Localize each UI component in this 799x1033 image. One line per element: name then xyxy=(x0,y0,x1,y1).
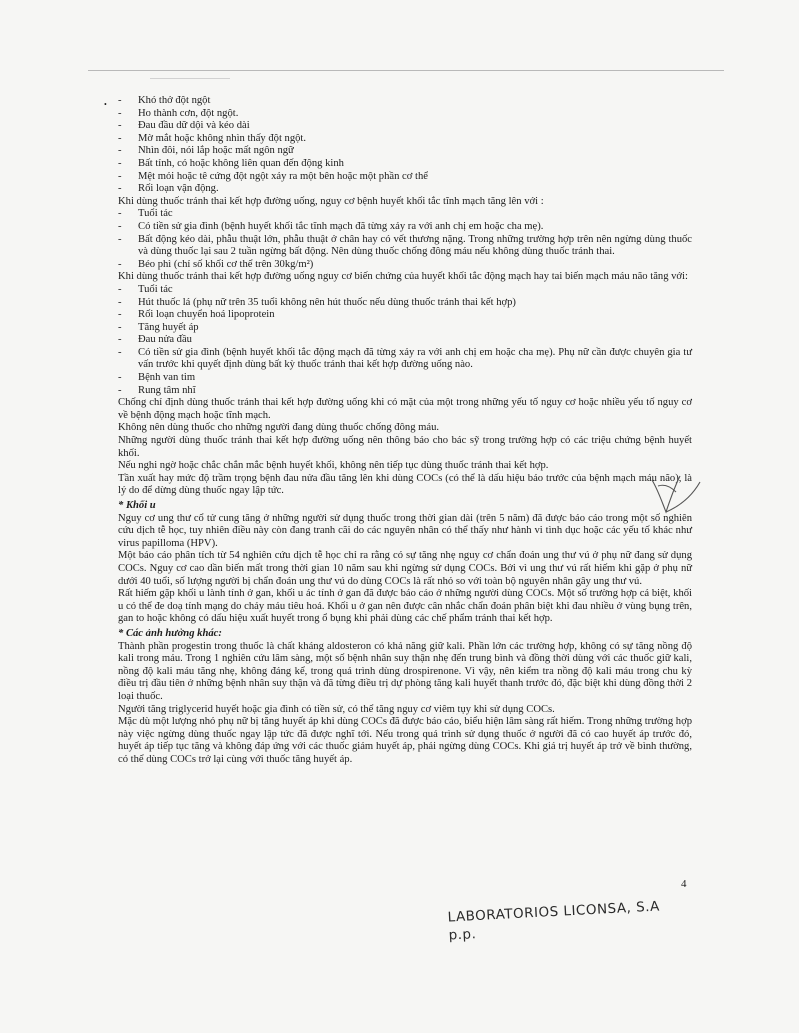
list-item: - Mệt mỏi hoặc tê cứng đột ngột xảy ra một bên hoặc một phần cơ thể xyxy=(118,171,692,184)
list-item: - Tuổi tác xyxy=(118,284,692,297)
list-item: - Có tiền sử gia đình (bệnh huyết khối tắc tĩnh mạch đã từng xảy ra với anh chị em hoặc cha mẹ). xyxy=(118,221,692,234)
list-item: - Bất động kéo dài, phẫu thuật lớn, phẫu thuật ở chân hay có vết thương nặng. Trong những trường hợp trên nên ngừng dùng thuốc và dùng thuốc lại sau 2 tuần ngừng bất động. Nên dùng thuốc chống đông máu nếu không dùng thuốc tránh thai. xyxy=(118,234,692,259)
other-effects-paragraphs xyxy=(118,641,692,767)
list-item: - Khó thở đột ngột xyxy=(118,95,692,108)
symptom-list xyxy=(118,95,692,196)
paragraph: Nếu nghi ngờ hoặc chắc chắn mắc bệnh huyết khối, không nên tiếp tục dùng thuốc tránh thai kết hợp. xyxy=(118,460,549,472)
paragraph: Nguy cơ ung thư cổ tử cung tăng ở những người sử dụng thuốc trong thời gian dài (trên 5 năm) đã được báo cáo trong một số nghiên cứu dịch tễ học, tuy nhiên điều này còn đang tranh cãi do các nguyên nhân có thể thấy như hành vi tình dục hoặc các yếu tố khác như virus papilloma (HPV). xyxy=(118,512,692,549)
margin-dot: • xyxy=(104,100,107,109)
stamp-company-name: LABORATORIOS LICONSA, S.A xyxy=(447,898,661,926)
tumor-paragraphs xyxy=(118,513,692,626)
signature-mark xyxy=(640,470,710,520)
header-rule xyxy=(88,70,724,71)
document-body xyxy=(104,95,692,766)
paragraph: Chống chỉ định dùng thuốc tránh thai kết hợp đường uống khi có mặt của một trong những yếu tố nguy cơ hoặc nhiều yếu tố nguy cơ về bệnh động mạch hoặc tĩnh mạch. xyxy=(118,397,692,421)
paragraph: Người tăng triglycerid huyết hoặc gia đình có tiền sử, có thể tăng nguy cơ viêm tụy khi sử dụng COCs. xyxy=(118,703,555,715)
page-number: 4 xyxy=(681,878,687,890)
list-item: - Mờ mắt hoặc không nhìn thấy đột ngột. xyxy=(118,133,692,146)
list-item: - Tăng huyết áp xyxy=(118,322,692,335)
paragraph: Tần xuất hay mức độ trầm trọng bệnh đau nửa đầu tăng lên khi dùng COCs (có thể là dấu hiệu báo trước của bệnh mạch máu não), là lý do để dừng dùng thuốc ngay lập tức. xyxy=(118,472,692,497)
other-effects-heading: * Các ảnh hưởng khác: xyxy=(118,627,222,639)
list-item: - Rung tâm nhĩ xyxy=(118,385,692,398)
paragraph: Rất hiếm gặp khối u lành tính ở gan, khối u ác tính ở gan đã được báo cáo ở những người dùng COCs. Một số trường hợp cá biệt, khối u có thể đe doạ tính mạng do chảy máu tiêu hoá. Khối u ở gan nên được cân nhắc chẩn đoán phân biệt khi đau nhiều ở vùng bụng trên, gan to hoặc không có dấu hiệu xuất huyết trong ổ bụng khi phải dùng các chế phẩm tránh thai kết hợp. xyxy=(118,588,692,625)
list-item: - Béo phì (chỉ số khối cơ thể trên 30kg/m²) xyxy=(118,259,692,272)
venous-risk-intro: Khi dùng thuốc tránh thai kết hợp đường uống, nguy cơ bệnh huyết khối tắc tĩnh mạch tăng lên với : xyxy=(118,195,544,207)
list-item: - Đau nửa đầu xyxy=(118,334,692,347)
list-item: - Đau đầu dữ dội và kéo dài xyxy=(118,120,692,133)
list-item: - Rối loạn vận động. xyxy=(118,183,692,196)
list-item: - Rối loạn chuyển hoá lipoprotein xyxy=(118,309,692,322)
list-item: - Có tiền sử gia đình (bệnh huyết khối tắc động mạch đã từng xảy ra với anh chị em hoặc cha mẹ). Phụ nữ cần được chuyên gia tư vấn trước khi quyết định dùng bất kỳ thuốc tránh thai kết hợp đường uống nào. xyxy=(118,347,692,372)
tumor-heading: * Khối u xyxy=(118,500,156,511)
paragraph: Những người dùng thuốc tránh thai kết hợp đường uống nên thông báo cho bác sỹ trong trường hợp có các triệu chứng bệnh huyết khối. xyxy=(118,435,692,459)
arterial-risk-intro: Khi dùng thuốc tránh thai kết hợp đường uống nguy cơ biến chứng của huyết khối tắc động mạch hay tai biến mạch máu não tăng với: xyxy=(118,271,688,283)
list-item: - Hút thuốc lá (phụ nữ trên 35 tuổi không nên hút thuốc nếu dùng thuốc tránh thai kết hợp) xyxy=(118,297,692,310)
paragraph: Không nên dùng thuốc cho những người đang dùng thuốc chống đông máu. xyxy=(118,422,440,434)
list-item: - Ho thành cơn, đột ngột. xyxy=(118,108,692,121)
paragraph: Mặc dù một lượng nhỏ phụ nữ bị tăng huyết áp khi dùng COCs đã được báo cáo, biểu hiện lâm sàng rất hiếm. Trong những trường hợp này việc ngừng dùng thuốc ngay lập tức đã được nghĩ tới. Nếu trong quá trình sử dụng thuốc ở người đã có cao huyết áp trước đó, huyết áp tiếp tục tăng và không đáp ứng với các thuốc giảm huyết áp, phải ngừng dùng COCs. Khi giá trị huyết áp trở về bình thường, có thể dùng COCs trở lại cùng với thuốc tăng huyết áp. xyxy=(118,716,692,765)
list-item: - Tuổi tác xyxy=(118,208,692,221)
venous-risk-list xyxy=(118,208,692,271)
header-rule-short xyxy=(150,78,230,79)
list-item: - Nhìn đôi, nói lắp hoặc mất ngôn ngữ xyxy=(118,145,692,158)
list-item: - Bất tỉnh, có hoặc không liên quan đến động kinh xyxy=(118,158,692,171)
company-stamp xyxy=(447,897,661,944)
contraindication-paragraphs xyxy=(118,397,692,498)
paragraph: Một báo cáo phân tích từ 54 nghiên cứu dịch tễ học chỉ ra rằng có sự tăng nhẹ nguy cơ chẩn đoán ung thư vú ở phụ nữ đang sử dụng COCs. Nguy cơ cao dần biến mất trong thời gian 10 năm sau khi ngừng sử dụng COCs. Bởi vì ung thư vú rất hiếm khi gặp ở phụ nữ dưới 40 tuổi, số lượng người bị chẩn đoán ung thư vú do dùng COCs là rất nhỏ so với toàn bộ nguyên nhân gây ung thư vú. xyxy=(118,550,692,587)
paragraph: Thành phần progestin trong thuốc là chất kháng aldosteron có khả năng giữ kali. Phần lớn các trường hợp, không có sự tăng nồng độ kali trong máu. Trong 1 nghiên cứu lâm sàng, một số bệnh nhân suy thận nhẹ đến trung bình và đồng thời dùng với các thuốc giữ kali, nồng độ kali máu tăng nhẹ, không đáng kể, trong quá trình dùng drospirenone. Vì vậy, nên kiểm tra nồng độ kali máu trong chu kỳ điều trị đầu tiên ở những bệnh nhân suy thận và đã từng điều trị dự phòng tăng kali huyết thanh trước đó, đặc biệt khi dùng đồng thời 2 loại thuốc. xyxy=(118,640,692,702)
arterial-risk-list xyxy=(118,284,692,397)
stamp-pp: p.p. xyxy=(448,926,477,944)
list-item: - Bệnh van tim xyxy=(118,372,692,385)
